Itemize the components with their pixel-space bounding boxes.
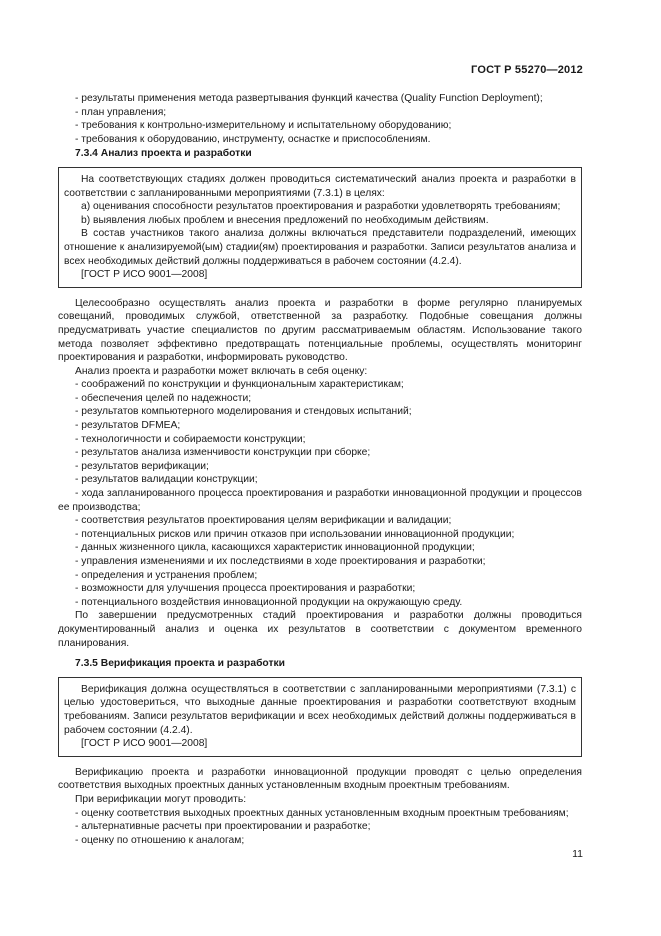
standard-number: ГОСТ Р 55270—2012 <box>471 64 583 76</box>
list-item: - управления изменениями и их последствиями в ходе проектирования и разработки; <box>75 556 486 567</box>
body-paragraph: Верификацию проекта и разработки инновационной продукции проводят с целью определения соответствия выходных проектных данных установленным входным проектным требованиям. <box>58 766 582 792</box>
section-heading-7-3-4: 7.3.4 Анализ проекта и разработки <box>75 148 252 160</box>
list-item: - потенциальных рисков или причин отказов при использовании инновационной продукции; <box>75 528 515 540</box>
list-item: - результатов DFMEA; <box>75 420 181 432</box>
list-item: - возможности для улучшения процесса проектирования и разработки; <box>75 583 416 595</box>
list-item: - результатов компьютерного моделирования и стендовых испытаний; <box>75 406 412 418</box>
list-item: - технологичности и собираемости конструкции; <box>75 433 306 445</box>
list-item: - требования к контрольно-измерительному и испытательному оборудованию; <box>75 120 452 132</box>
quote-paragraph: На соответствующих стадиях должен проводиться систематический анализ проекта и разработки в соответствии с запланированными мероприятиями (7.3.1) в целях: <box>64 173 576 199</box>
list-item: - обеспечения целей по надежности; <box>75 392 252 404</box>
list-item: - результатов верификации; <box>75 460 209 472</box>
list-item: - план управления; <box>75 106 167 118</box>
list-item: - альтернативные расчеты при проектировании и разработке; <box>75 821 371 833</box>
quote-item-b: b) выявления любых проблем и внесения предложений по необходимым действиям. <box>81 214 489 226</box>
page-content <box>58 92 582 847</box>
body-paragraph: По завершении предусмотренных стадий проектирования и разработки должны проводиться документированный анализ и оценка их результатов в соответствии с документом временного планирования. <box>58 610 582 649</box>
section-heading-7-3-5: 7.3.5 Верификация проекта и разработки <box>75 658 285 670</box>
list-item: - соответствия результатов проектирования целям верификации и валидации; <box>75 515 452 527</box>
quote-paragraph: В состав участников такого анализа должны включаться представители подразделений, имеющих отношение к анализируемой(ым) стадии(ям) проектирования и разработки. Записи результатов анализа и всех необходимых действий должны поддерживаться в рабочем состоянии (4.2.4). <box>64 228 576 267</box>
list-item: - требования к оборудованию, инструменту, оснастке и приспособлениям. <box>75 133 431 145</box>
list-item: - оценку по отношению к аналогам; <box>75 834 245 846</box>
list-item: - соображений по конструкции и функциональным характеристикам; <box>75 379 404 391</box>
list-item: - определения и устранения проблем; <box>75 569 258 581</box>
list-item: - результаты применения метода развертывания функций качества (Quality Function Deployment); <box>75 93 543 104</box>
body-paragraph: Анализ проекта и разработки может включать в себя оценку: <box>75 365 368 377</box>
body-paragraph: При верификации могут проводить: <box>75 793 247 805</box>
list-item: - данных жизненного цикла, касающихся характеристик инновационной продукции; <box>75 542 475 554</box>
list-item: - результатов валидации конструкции; <box>75 474 258 486</box>
quote-paragraph: Верификация должна осуществляться в соответствии с запланированными мероприятиями (7.3.1) с целью удостовериться, что выходные данные проектирования и разработки соответствуют входным требованиям. Записи результатов верификации и всех необходимых действий должны поддерживаться в рабочем состоянии (4.2.4). <box>64 683 576 736</box>
list-item: - хода запланированного процесса проектирования и разработки инновационной продукции и процессов ее производства; <box>58 488 582 513</box>
list-item: - оценку соответствия выходных проектных данных установленным входным проектным требованиям; <box>75 807 569 819</box>
quote-item-a: а) оценивания способности результатов проектирования и разработки удовлетворять требованиям; <box>81 201 561 213</box>
list-item: - потенциального воздействия инновационной продукции на окружающую среду. <box>75 596 463 608</box>
quote-reference: [ГОСТ Р ИСО 9001—2008] <box>81 738 208 750</box>
quote-box-iso-9001 <box>58 167 582 288</box>
list-item: - результатов анализа изменчивости конструкции при сборке; <box>75 447 371 459</box>
page-number: 11 <box>572 848 583 860</box>
quote-box-iso-9001 <box>58 677 582 757</box>
quote-reference: [ГОСТ Р ИСО 9001—2008] <box>81 269 208 281</box>
body-paragraph: Целесообразно осуществлять анализ проекта и разработки в форме регулярно планируемых совещаний, проводимых службой, ответственной за разработку. Подобные совещания должны предусматривать участие специалистов по другим рассматриваемым областям. Использование такого метода позволяет эффективно предотвращать потенциальные проблемы, осуществлять мониторинг проектирования и разработки, информировать руководство. <box>58 297 582 364</box>
